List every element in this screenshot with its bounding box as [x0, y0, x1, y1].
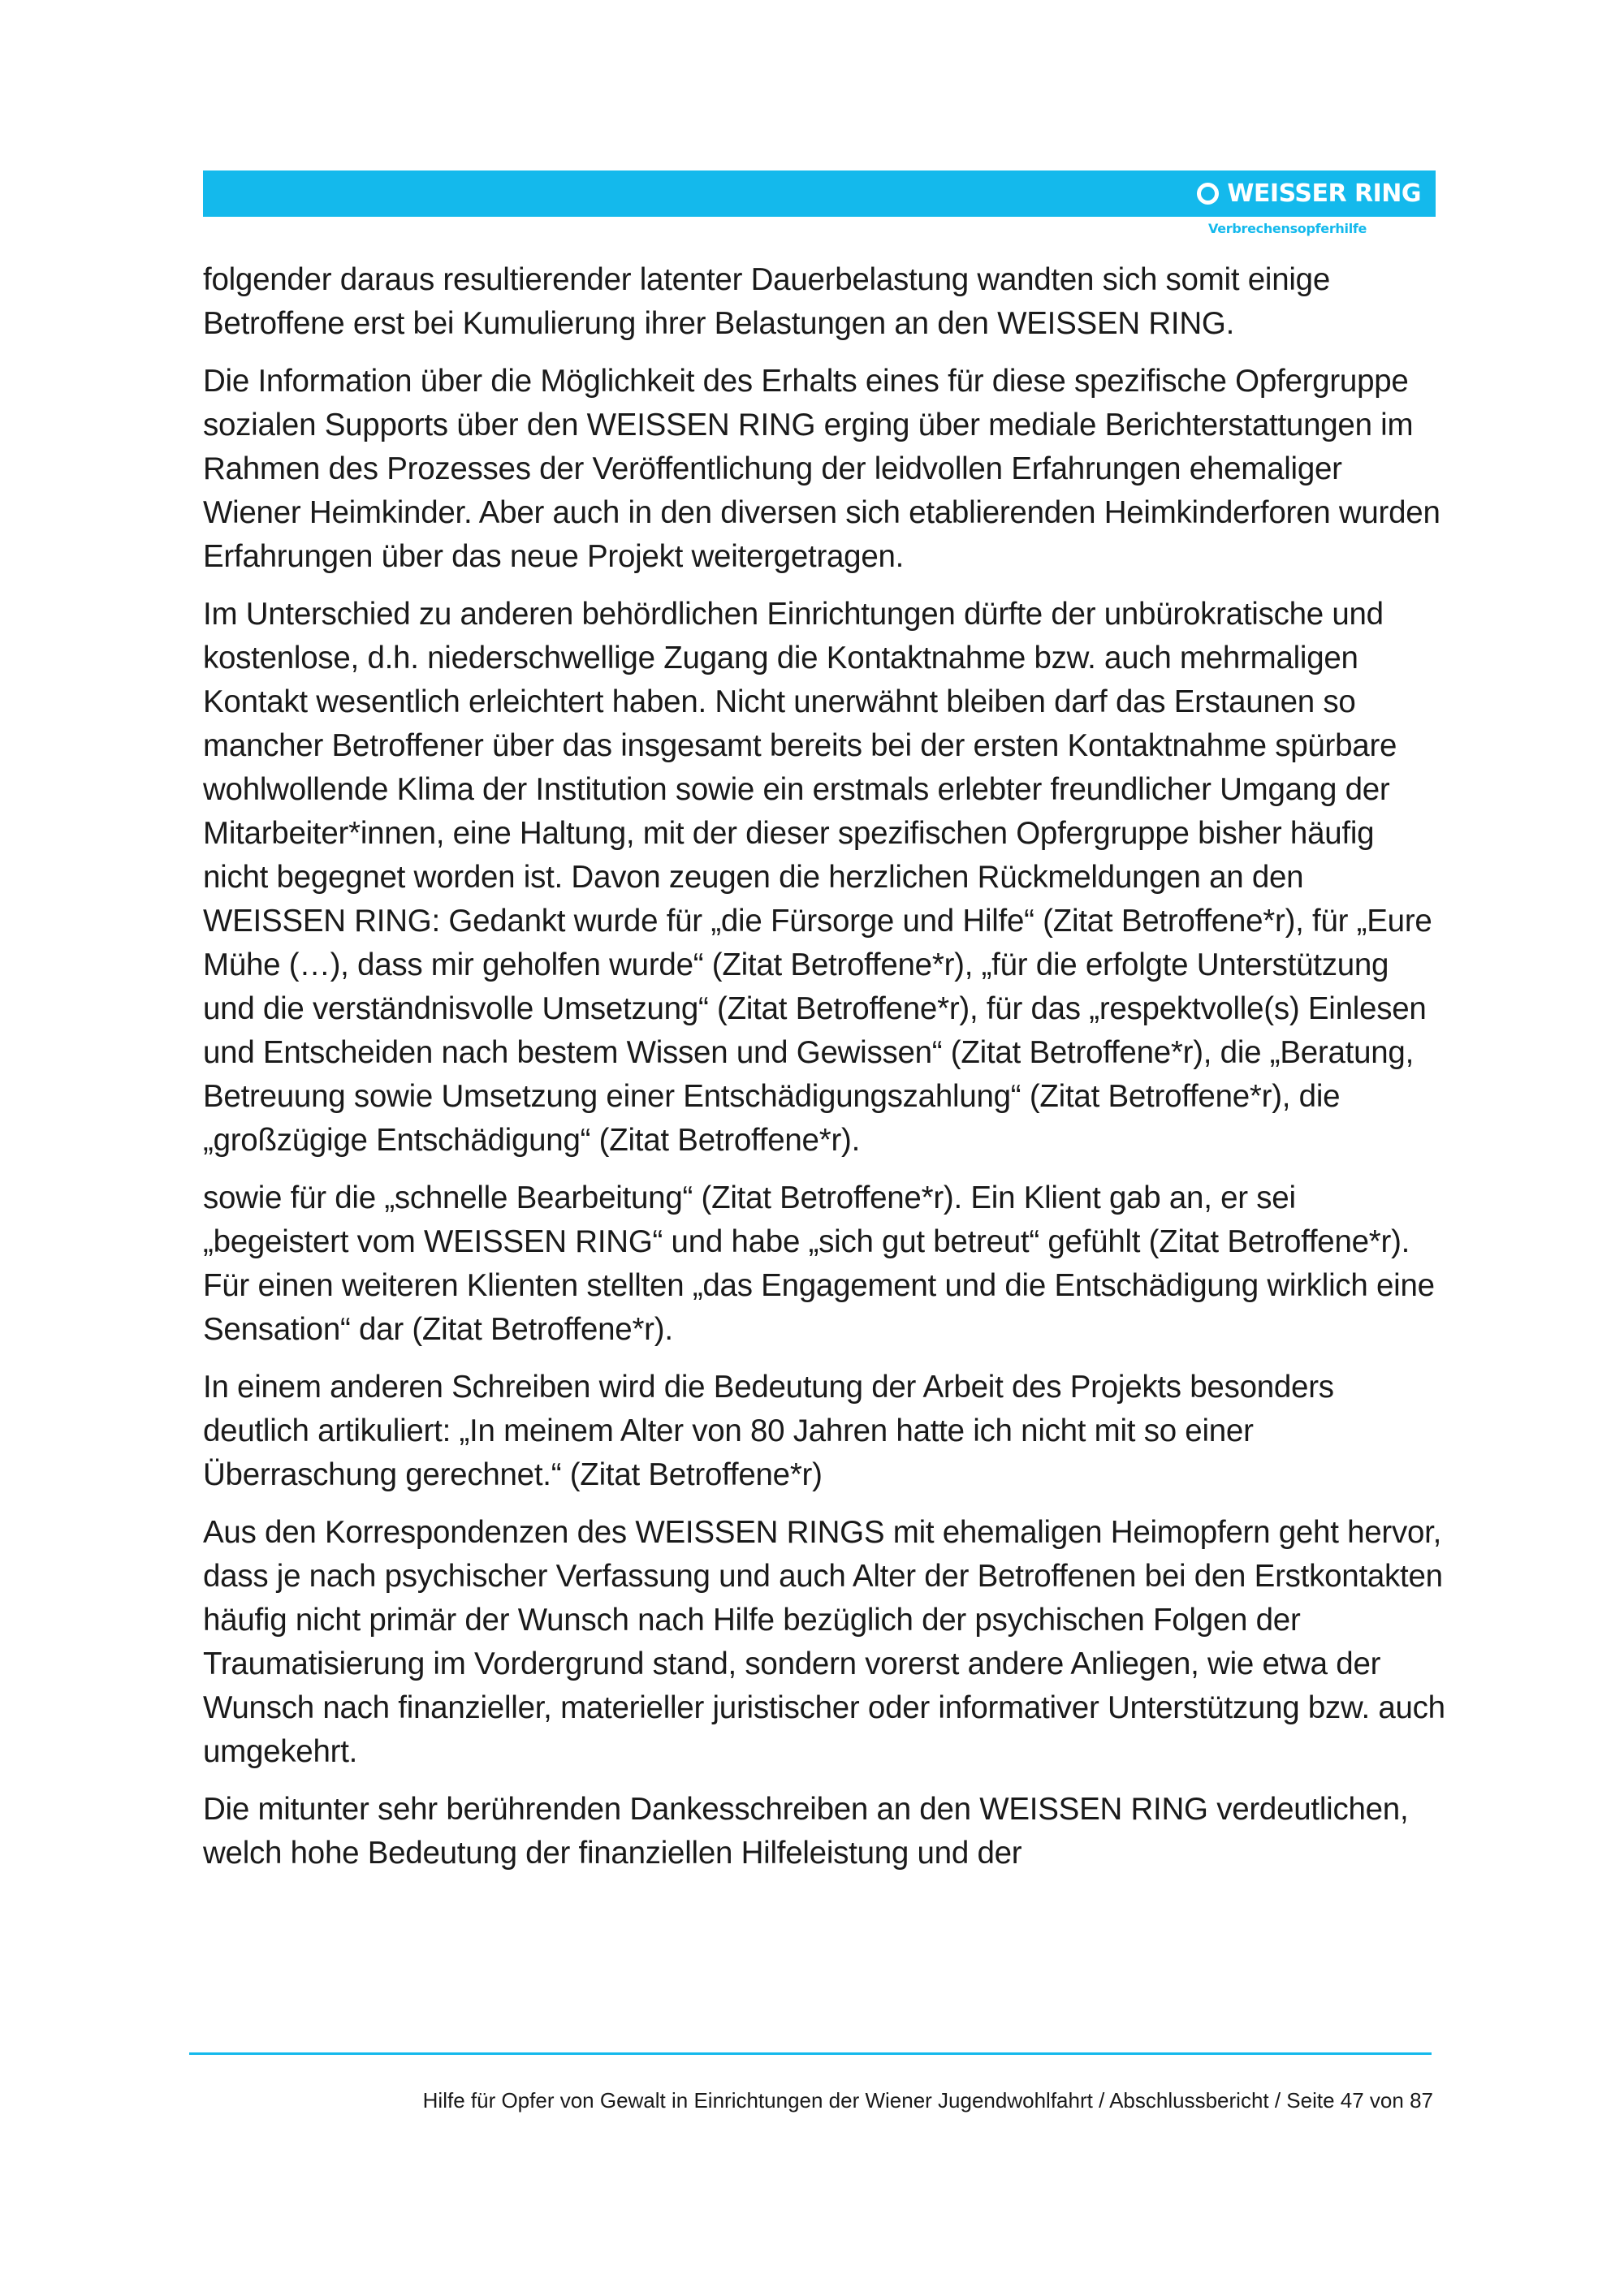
logo-text: WEISSER RING	[1227, 179, 1421, 208]
paragraph: Die Information über die Möglichkeit des Erhalts eines für diese spezifische Opfergruppe sozialen Supports über den WEISSEN RING erging über mediale Berichterstattungen im Rahmen des Prozesses der Veröffentlichung der leidvollen Erfahrungen ehemaliger Wiener Heimkinder. Aber auch in den diversen sich etablierenden Heimkinderforen wurden Erfahrungen über das neue Projekt weitergetragen.	[203, 364, 1440, 574]
paragraph: Aus den Korrespondenzen des WEISSEN RINGS mit ehemaligen Heimopfern geht hervor, dass je nach psychischer Verfassung und auch Alter der Betroffenen bei den Erstkontakten häufig nicht primär der Wunsch nach Hilfe bezüglich der psychischen Folgen der Traumatisierung im Vordergrund stand, sondern vorerst andere Anliegen, wie etwa der Wunsch nach finanzieller, materieller juristischer oder informativer Unterstützung bzw. auch umgekehrt.	[203, 1515, 1445, 1769]
paragraph: folgender daraus resultierender latenter Dauerbelastung wandten sich somit einige Betroffene erst bei Kumulierung ihrer Belastungen an den WEISSEN RING.	[203, 262, 1330, 341]
header-bar	[203, 170, 1436, 217]
footer-divider	[189, 2052, 1432, 2055]
footer-text: Hilfe für Opfer von Gewalt in Einrichtungen der Wiener Jugendwohlfahrt / Abschlussbericht / Seite 47 von 87	[422, 2088, 1433, 2113]
paragraph: Im Unterschied zu anderen behördlichen Einrichtungen dürfte der unbürokratische und kostenlose, d.h. niederschwellige Zugang die Kontaktnahme bzw. auch mehrmaligen Kontakt wesentlich erleichtert haben. Nicht unerwähnt bleiben darf das Erstaunen so mancher Betroffener über das insgesamt bereits bei der ersten Kontaktnahme spürbare wohlwollende Klima der Institution sowie ein erstmals erlebter freundlicher Umgang der Mitarbeiter*innen, eine Haltung, mit der dieser spezifischen Opfergruppe bisher häufig nicht begegnet worden ist. Davon zeugen die herzlichen Rückmeldungen an den WEISSEN RING: Gedankt wurde für „die Fürsorge und Hilfe“ (Zitat Betroffene*r), für „Eure Mühe (…), dass mir geholfen wurde“ (Zitat Betroffene*r), „für die erfolgte Unterstützung und die verständnisvolle Umsetzung“ (Zitat Betroffene*r), für das „respektvolle(s) Einlesen und Entscheiden nach bestem Wissen und Gewissen“ (Zitat Betroffene*r), die „Beratung, Betreuung sowie Umsetzung einer Entschädigungszahlung“ (Zitat Betroffene*r), die „großzügige Entschädigung“ (Zitat Betroffene*r).	[203, 597, 1432, 1158]
logo-tagline: Verbrechensopferhilfe	[1208, 221, 1367, 236]
logo	[1197, 175, 1421, 212]
paragraph: In einem anderen Schreiben wird die Bedeutung der Arbeit des Projekts besonders deutlich artikuliert: „In meinem Alter von 80 Jahren hatte ich nicht mit so einer Überraschung gerechnet.“ (Zitat Betroffene*r)	[203, 1370, 1334, 1492]
paragraph: sowie für die „schnelle Bearbeitung“ (Zitat Betroffene*r). Ein Klient gab an, er sei „begeistert vom WEISSEN RING“ und habe „sich gut betreut“ gefühlt (Zitat Betroffene*r). Für einen weiteren Klienten stellten „das Engagement und die Entschädigung wirklich eine Sensation“ dar (Zitat Betroffene*r).	[203, 1180, 1435, 1347]
page-body	[203, 258, 1445, 1889]
ring-icon	[1197, 183, 1219, 205]
paragraph: Die mitunter sehr berührenden Dankesschreiben an den WEISSEN RING verdeutlichen, welch hohe Bedeutung der finanziellen Hilfeleistung und der	[203, 1792, 1409, 1871]
